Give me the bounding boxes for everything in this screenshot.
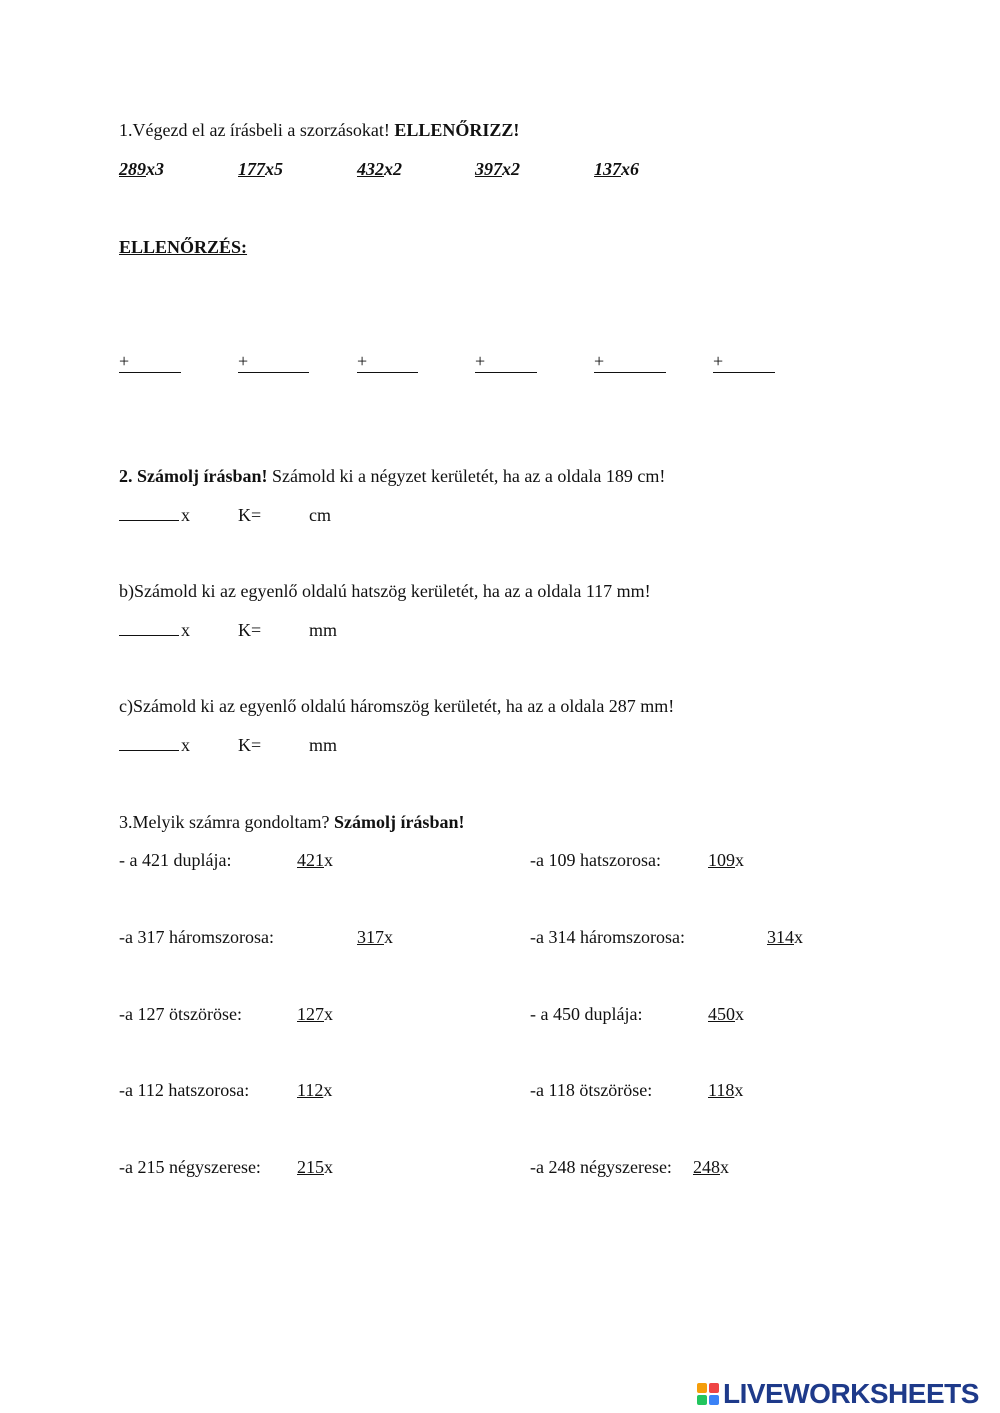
check-heading: ELLENŐRZÉS: [119,237,248,257]
task3-item-expr[interactable]: 127x [297,1004,333,1024]
task3-item-expr[interactable]: 118x [708,1080,744,1100]
unit-label: mm [309,735,338,755]
multiplication-problem: 177x5 [238,159,283,179]
multiplication-problem: 397x2 [475,159,520,179]
task2b-text: b)Számold ki az egyenlő oldalú hatszög kerületét, ha az a oldala 117 mm! [119,581,651,601]
answer-blank[interactable] [119,505,179,521]
liveworksheets-logo [697,1378,979,1410]
task3-item-expr[interactable]: 248x [693,1157,729,1177]
perimeter-label: K= [238,505,262,525]
task3-item-label: -a 248 négyszerese: [530,1157,672,1177]
answer-blank[interactable] [119,735,179,751]
task3-item-label: -a 314 háromszorosa: [530,927,685,947]
task2a-answer-row: x [119,504,190,526]
unit-label: cm [309,505,331,525]
logo-blocks-icon [697,1383,719,1405]
task1-title: 1.Végezd el az írásbeli a szorzásokat! ELLENŐRIZZ! [119,120,520,140]
logo-text: LIVEWORKSHEETS [723,1378,979,1409]
task3-item-expr[interactable]: 450x [708,1004,744,1024]
task3-title: 3.Melyik számra gondoltam? Számolj írásban! [119,812,465,832]
check-answer-line[interactable]: + [594,350,666,373]
task3-item-expr[interactable]: 421x [297,850,333,870]
check-answer-line[interactable]: + [357,350,418,373]
task3-item-label: - a 450 duplája: [530,1004,643,1024]
task2b-answer-row: x [119,619,190,641]
check-answer-line[interactable]: + [119,350,181,373]
perimeter-label: K= [238,620,262,640]
task2-title: 2. Számolj írásban! Számold ki a négyzet kerületét, ha az a oldala 189 cm! [119,466,666,486]
unit-label: mm [309,620,338,640]
task3-item-expr[interactable]: 109x [708,850,744,870]
task2c-text: c)Számold ki az egyenlő oldalú háromszög kerületét, ha az a oldala 287 mm! [119,696,675,716]
task3-item-label: -a 215 négyszerese: [119,1157,261,1177]
task2c-answer-row: x [119,734,190,756]
check-answer-line[interactable]: + [475,350,537,373]
task3-item-expr[interactable]: 314x [767,927,803,947]
task3-item-label: -a 317 háromszorosa: [119,927,274,947]
check-answer-line[interactable]: + [238,350,309,373]
answer-blank[interactable] [119,620,179,636]
task3-item-expr[interactable]: 317x [357,927,393,947]
task3-item-label: -a 112 hatszorosa: [119,1080,250,1100]
multiplication-problem: 289x3 [119,159,164,179]
task3-item-label: - a 421 duplája: [119,850,232,870]
check-answer-line[interactable]: + [713,350,775,373]
multiplication-problem: 137x6 [594,159,639,179]
task3-item-label: -a 109 hatszorosa: [530,850,661,870]
multiplication-problem: 432x2 [357,159,402,179]
task3-item-label: -a 118 ötszöröse: [530,1080,653,1100]
perimeter-label: K= [238,735,262,755]
task3-item-label: -a 127 ötszöröse: [119,1004,242,1024]
task3-item-expr[interactable]: 112x [297,1080,333,1100]
task3-item-expr[interactable]: 215x [297,1157,333,1177]
